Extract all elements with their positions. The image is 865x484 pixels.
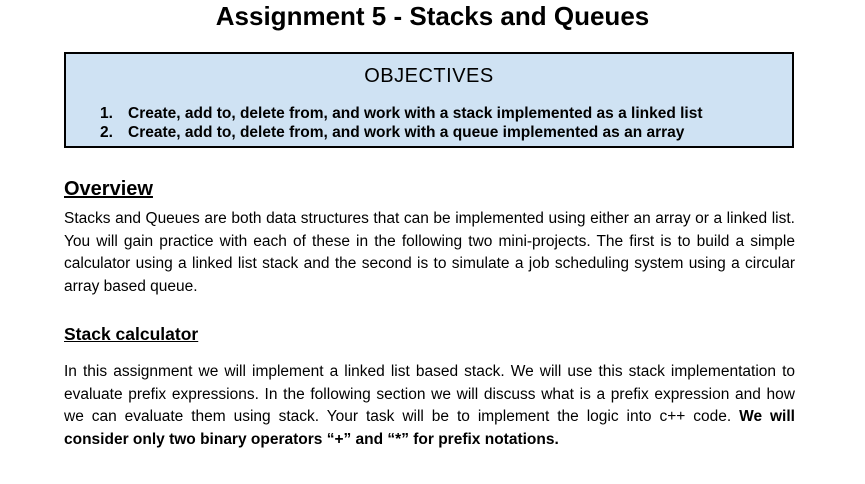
objectives-list [100,104,703,142]
objective-item [100,123,703,142]
stack-calculator-paragraph [64,361,795,451]
objective-text: Create, add to, delete from, and work with a queue implemented as an array [128,124,685,141]
objective-number: 1. [100,105,113,122]
overview-heading: Overview [64,178,153,200]
stack-calculator-paragraph-bold-text: We will consider only two binary operators “+” and “*” for prefix notations. [64,408,795,448]
document-title: Assignment 5 - Stacks and Queues [215,1,650,31]
stack-calculator-heading: Stack calculator [64,324,199,344]
objectives-heading: OBJECTIVES [364,65,494,87]
objective-item [100,104,703,123]
overview-paragraph: Stacks and Queues are both data structures that can be implemented using either an array or a linked list. You will gain practice with each of these in the following two mini-projects. The first is to build a simple calculator using a linked list stack and the second is to simulate a job scheduling system using a circular array based queue. [64,210,795,295]
stack-calculator-paragraph-text: In this assignment we will implement a linked list based stack. We will use this stack implementation to evaluate prefix expressions. In the following section we will discuss what is a prefix expression and how we can evaluate them using stack. Your task will be to implement the logic into c++ code. [64,363,795,425]
objective-text: Create, add to, delete from, and work with a stack implemented as a linked list [128,105,703,122]
objectives-box [64,52,794,148]
objective-number: 2. [100,124,113,141]
